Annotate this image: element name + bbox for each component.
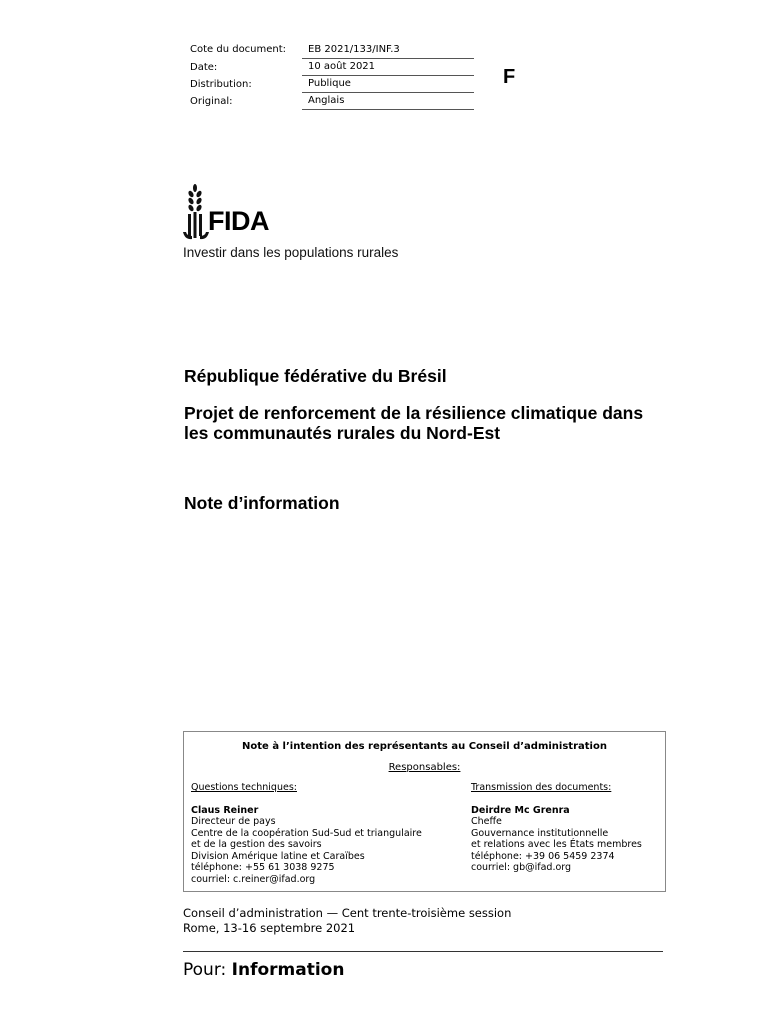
document-type-title: Note d’information [184, 493, 340, 513]
contact-email[interactable]: courriel: gb@ifad.org [471, 862, 572, 873]
contact-line: Division Amérique latine et Caraïbes [191, 850, 365, 862]
session-line: Conseil d’administration — Cent trente-troisième session [183, 906, 512, 920]
logo-name: FIDA [208, 206, 269, 236]
divider [183, 951, 663, 952]
contact-line: Centre de la coopération Sud-Sud et triangulaire [191, 827, 422, 839]
date-value: 10 août 2021 [302, 59, 474, 76]
logo-tagline: Investir dans les populations rurales [183, 245, 399, 260]
doc-ref-value: EB 2021/133/INF.3 [302, 42, 474, 59]
documents-contact [471, 782, 642, 874]
purpose-line [183, 960, 344, 980]
contact-phone: téléphone: +39 06 5459 2374 [471, 850, 615, 862]
contact-line: Gouvernance institutionnelle [471, 827, 609, 839]
date-label: Date: [190, 62, 218, 73]
documents-contact-name: Deirdre Mc Grenra [471, 804, 570, 816]
box-heading: Note à l’intention des représentants au Conseil d’administration [242, 741, 607, 752]
project-title: Projet de renforcement de la résilience climatique dans les communautés rurales du Nord-Est [184, 403, 644, 443]
country-title: République fédérative du Brésil [184, 366, 447, 386]
distribution-value: Publique [302, 76, 474, 93]
contact-email[interactable]: courriel: c.reiner@ifad.org [191, 873, 316, 885]
contact-line: Directeur de pays [191, 816, 276, 827]
doc-ref-label: Cote du document: [190, 44, 287, 55]
contact-box [183, 731, 666, 892]
contact-phone: téléphone: +55 61 3038 9275 [191, 862, 335, 873]
purpose-prefix: Pour: [183, 960, 227, 980]
technical-contact-name: Claus Reiner [191, 804, 259, 816]
distribution-label: Distribution: [190, 79, 252, 90]
fida-wheat-logo-icon [183, 184, 209, 242]
original-value: Anglais [302, 93, 474, 110]
purpose-value: Information [231, 960, 345, 980]
technical-section-label: Questions techniques: [191, 782, 297, 793]
language-code: F [503, 66, 516, 88]
technical-contact [191, 782, 422, 885]
original-label: Original: [190, 96, 233, 107]
contact-line: Cheffe [471, 816, 502, 827]
responsables-label: Responsables: [388, 762, 461, 773]
contact-line: et relations avec les États membres [471, 839, 642, 850]
session-info [183, 906, 511, 936]
session-location: Rome, 13-16 septembre 2021 [183, 921, 356, 935]
documents-section-label: Transmission des documents: [471, 782, 612, 793]
contact-line: et de la gestion des savoirs [191, 839, 322, 850]
